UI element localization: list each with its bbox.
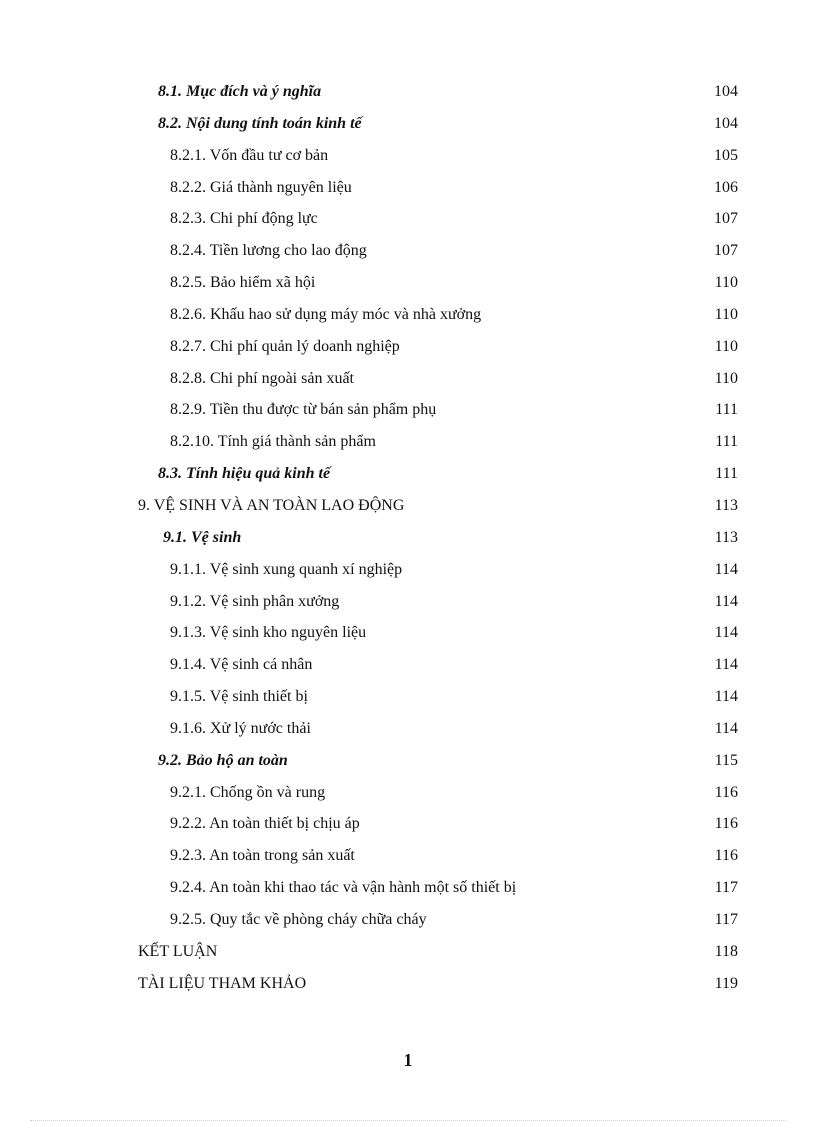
toc-entry-label: 9.1.4. Vệ sinh cá nhân	[170, 656, 313, 674]
toc-entry	[138, 586, 738, 618]
toc-entry	[138, 840, 738, 872]
toc-entry-page: 107	[714, 242, 738, 260]
toc-entry	[138, 490, 738, 522]
table-of-contents	[138, 76, 738, 999]
toc-entry-label: 8.2.7. Chi phí quản lý doanh nghiệp	[170, 337, 400, 355]
toc-entry	[138, 681, 738, 713]
toc-entry-label: 9.1.3. Vệ sinh kho nguyên liệu	[170, 624, 367, 642]
toc-entry-label: 9. VỆ SINH VÀ AN TOÀN LAO ĐỘNG	[138, 496, 405, 514]
toc-entry-page: 116	[714, 847, 738, 865]
toc-entry-label: 8.2.1. Vốn đầu tư cơ bản	[170, 146, 329, 164]
toc-entry-label: 9.2.3. An toàn trong sản xuất	[170, 847, 355, 865]
toc-entry	[138, 394, 738, 426]
toc-entry-page: 104	[714, 114, 738, 132]
toc-entry	[138, 172, 738, 204]
toc-entry-label: 8.1. Mục đích và ý nghĩa	[158, 83, 322, 100]
toc-entry	[138, 299, 738, 331]
toc-entry-page: 106	[714, 178, 738, 196]
toc-entry-label: 9.2.1. Chống ồn và rung	[170, 783, 326, 801]
toc-entry-label: 9.1.2. Vệ sinh phân xưởng	[170, 592, 340, 610]
toc-entry-page: 118	[714, 942, 738, 960]
toc-entry-label: 9.1.6. Xử lý nước thải	[170, 719, 311, 737]
toc-entry-label: TÀI LIỆU THAM KHẢO	[138, 974, 307, 992]
toc-entry	[138, 203, 738, 235]
toc-entry-label: 9.1.1. Vệ sinh xung quanh xí nghiệp	[170, 560, 403, 578]
toc-entry-page: 113	[714, 496, 738, 514]
footer-divider	[30, 1120, 786, 1121]
toc-entry-page: 114	[714, 719, 738, 737]
toc-entry-page: 114	[714, 688, 738, 706]
toc-entry-page: 111	[715, 401, 738, 419]
toc-entry-page: 117	[714, 879, 738, 897]
toc-entry	[138, 808, 738, 840]
toc-entry-page: 114	[714, 656, 738, 674]
toc-entry	[138, 522, 738, 554]
toc-entry	[138, 235, 738, 267]
toc-entry-page: 119	[714, 974, 738, 992]
toc-entry	[138, 968, 738, 1000]
toc-entry-label: 9.2.4. An toàn khi thao tác và vận hành một số thiết bị	[170, 879, 517, 897]
toc-entry-label: 8.2. Nội dung tính toán kinh tế	[158, 114, 362, 132]
toc-entry	[138, 872, 738, 904]
toc-entry-page: 110	[714, 274, 738, 292]
toc-entry-page: 105	[714, 146, 738, 164]
toc-entry-label: 9.2. Bảo hộ an toàn	[158, 751, 288, 769]
toc-entry-label: 8.2.9. Tiền thu được từ bán sản phẩm phụ	[170, 401, 437, 419]
toc-entry	[138, 108, 738, 140]
toc-entry	[138, 140, 738, 172]
toc-entry	[138, 76, 738, 108]
toc-entry	[138, 904, 738, 936]
toc-entry	[138, 554, 738, 586]
toc-entry	[138, 936, 738, 968]
toc-entry-label: 9.2.5. Quy tắc về phòng cháy chữa cháy	[170, 910, 427, 928]
toc-entry-label: 8.2.6. Khấu hao sử dụng máy móc và nhà xưởng	[170, 305, 482, 323]
toc-entry-page: 110	[714, 337, 738, 355]
toc-entry-page: 114	[714, 592, 738, 610]
toc-entry-label: 9.1.5. Vệ sinh thiết bị	[170, 688, 308, 706]
toc-entry-page: 110	[714, 369, 738, 387]
toc-entry	[138, 649, 738, 681]
toc-entry-page: 110	[714, 305, 738, 323]
toc-entry-page: 115	[714, 751, 738, 769]
toc-entry-label: 8.2.4. Tiền lương cho lao động	[170, 242, 367, 260]
toc-entry-label: KẾT LUẬN	[138, 942, 218, 960]
toc-entry-page: 111	[715, 465, 738, 483]
toc-entry-page: 113	[714, 528, 738, 546]
page-number: 1	[403, 1050, 413, 1070]
toc-entry	[138, 713, 738, 745]
toc-entry-page: 117	[714, 910, 738, 928]
toc-entry	[138, 617, 738, 649]
toc-entry	[138, 745, 738, 777]
toc-entry-page: 111	[715, 433, 738, 451]
toc-entry	[138, 267, 738, 299]
toc-entry-page: 114	[714, 624, 738, 642]
toc-entry	[138, 777, 738, 809]
toc-entry-page: 116	[714, 815, 738, 833]
toc-entry-page: 104	[714, 83, 738, 100]
toc-entry	[138, 426, 738, 458]
toc-entry-page: 107	[714, 210, 738, 228]
toc-entry-label: 9.1. Vệ sinh	[163, 528, 242, 546]
toc-entry	[138, 331, 738, 363]
toc-entry-label: 9.2.2. An toàn thiết bị chịu áp	[170, 815, 360, 833]
toc-entry-label: 8.2.10. Tính giá thành sản phẩm	[170, 433, 376, 451]
toc-entry	[138, 363, 738, 395]
toc-entry-label: 8.2.5. Bảo hiểm xã hội	[170, 274, 316, 292]
toc-entry-label: 8.3. Tính hiệu quả kinh tế	[158, 465, 331, 483]
toc-entry-page: 114	[714, 560, 738, 578]
toc-entry-label: 8.2.2. Giá thành nguyên liệu	[170, 178, 352, 196]
toc-entry-page: 116	[714, 783, 738, 801]
toc-entry-label: 8.2.3. Chi phí động lực	[170, 210, 318, 228]
toc-entry-label: 8.2.8. Chi phí ngoài sản xuất	[170, 369, 354, 387]
toc-entry	[138, 458, 738, 490]
